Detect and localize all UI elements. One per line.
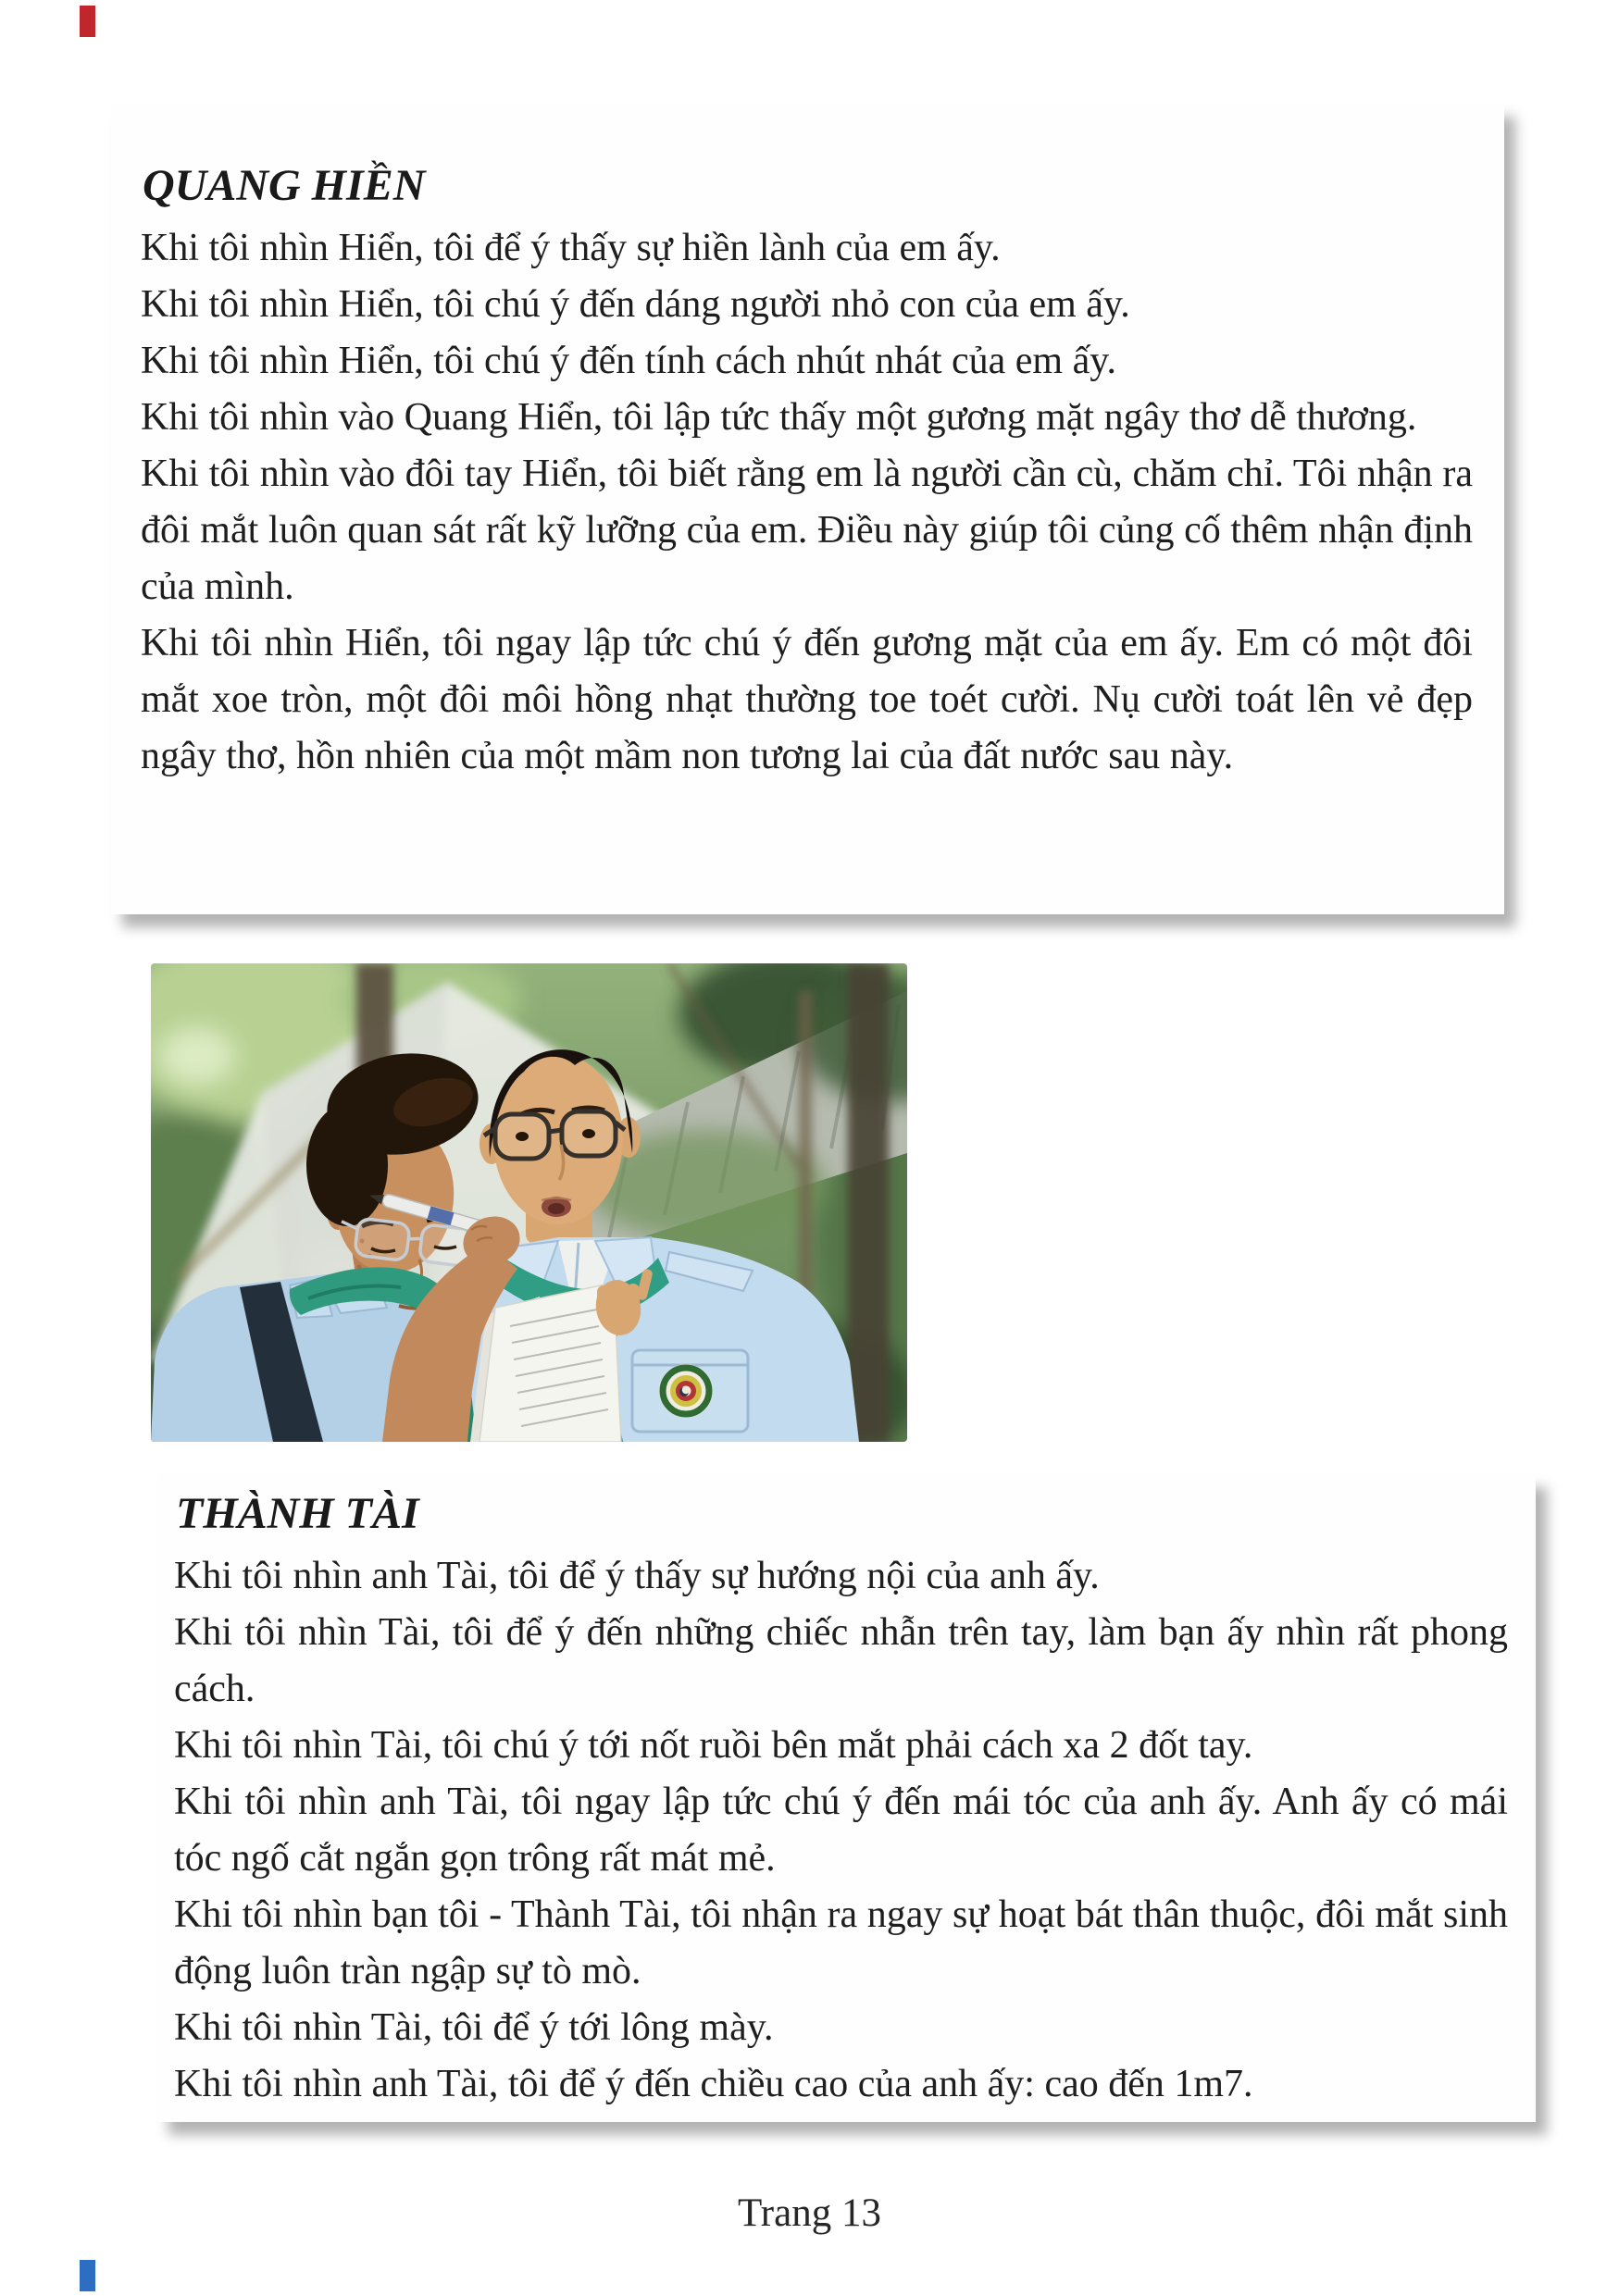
red-edge-mark	[80, 6, 95, 37]
section-heading-quang-hien: QUANG HIỀN	[143, 161, 426, 210]
text-block-quang-hien	[111, 104, 1504, 914]
paragraph: Khi tôi nhìn Tài, tôi chú ý tới nốt ruồi bên mắt phải cách xa 2 đốt tay.	[174, 1723, 1253, 1767]
paragraph: Khi tôi nhìn bạn tôi - Thành Tài, tôi nhận ra ngay sự hoạt bát thân thuộc, đôi mắt sinh động luôn tràn ngập sự tò mò.	[174, 1893, 1508, 1992]
page-number: Trang 13	[738, 2191, 881, 2235]
paragraph: Khi tôi nhìn anh Tài, tôi ngay lập tức chú ý đến mái tóc của anh ấy. Anh ấy có mái tóc ngố cắt ngắn gọn trông rất mát mẻ.	[174, 1780, 1508, 1880]
paragraph: Khi tôi nhìn Hiển, tôi ngay lập tức chú ý đến gương mặt của em ấy. Em có một đôi mắt xoe tròn, một đôi môi hồng nhạt thường toe toét cười. Nụ cười toát lên vẻ đẹp ngây thơ, hồn nhiên của một mầm non tương lai của đất nước sau này.	[141, 621, 1473, 777]
paragraph: Khi tôi nhìn Hiển, tôi để ý thấy sự hiền lành của em ấy.	[141, 226, 1001, 269]
photo-two-scouts	[151, 963, 907, 1442]
paragraph: Khi tôi nhìn vào Quang Hiển, tôi lập tức thấy một gương mặt ngây thơ dễ thương.	[141, 395, 1417, 439]
blue-edge-mark	[80, 2260, 95, 2291]
downcast-eye	[434, 1247, 456, 1248]
paragraph: Khi tôi nhìn Hiển, tôi chú ý đến tính cách nhút nhát của em ấy.	[141, 339, 1117, 382]
paragraph: Khi tôi nhìn anh Tài, tôi để ý thấy sự hướng nội của anh ấy.	[174, 1554, 1100, 1597]
paragraph: Khi tôi nhìn Hiển, tôi chú ý đến dáng người nhỏ con của em ấy.	[141, 282, 1130, 326]
paragraph: Khi tôi nhìn Tài, tôi để ý tới lông mày.	[174, 2005, 774, 2049]
paragraph: Khi tôi nhìn vào đôi tay Hiển, tôi biết rằng em là người cần cù, chăm chỉ. Tôi nhận ra đôi mắt luôn quan sát rất kỹ lưỡng của em. Điều này giúp tôi củng cố thêm nhận định của mình.	[141, 452, 1473, 608]
paragraph: Khi tôi nhìn Tài, tôi để ý đến những chiếc nhẫn trên tay, làm bạn ấy nhìn rất phong cách.	[174, 1610, 1508, 1710]
paragraph: Khi tôi nhìn anh Tài, tôi để ý đến chiều cao của anh ấy: cao đến 1m7.	[174, 2062, 1253, 2105]
section-heading-thanh-tai: THÀNH TÀI	[176, 1489, 419, 1538]
scout-badge	[659, 1364, 713, 1418]
photo-illustration	[151, 963, 907, 1442]
text-block-thanh-tai	[157, 1474, 1536, 2122]
